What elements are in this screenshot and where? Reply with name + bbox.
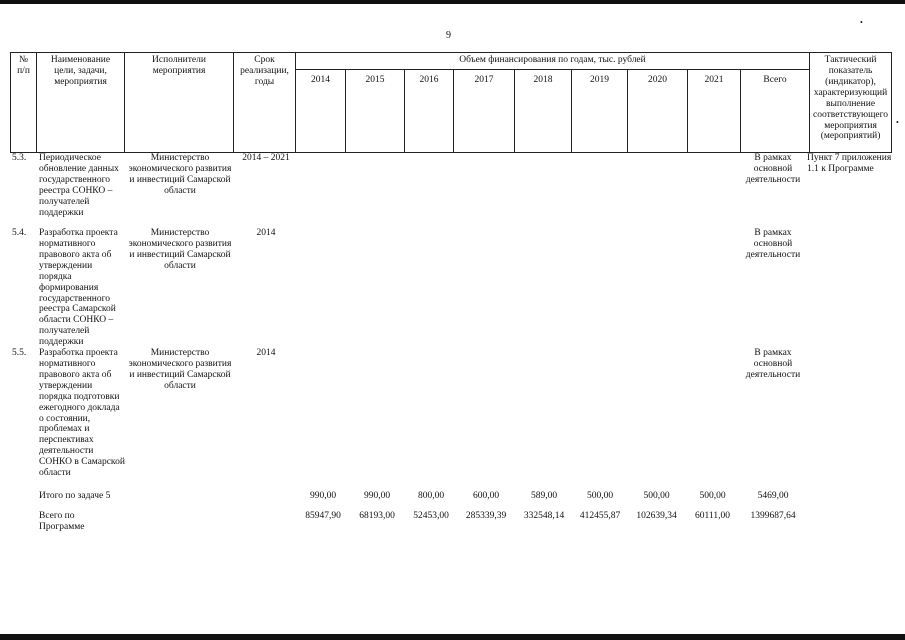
year-value: 500,00	[699, 491, 726, 501]
year-value: 500,00	[586, 491, 614, 501]
col-num-header: № п/п	[11, 53, 37, 153]
summary-label: Всего по Программе	[39, 511, 85, 532]
col-financing-header: Объем финансирования по годам, тыс. рублей	[296, 53, 810, 70]
row-total: В рамках основной деятельности	[745, 348, 801, 380]
row-executor: Министерство экономического развития и инвестиций Самарской области	[128, 153, 232, 196]
year-value: 412455,87	[579, 511, 621, 521]
row-number: 5.5.	[12, 348, 27, 358]
row-number: 5.4.	[12, 228, 27, 238]
col-executors-header: Исполнители мероприятия	[125, 53, 234, 153]
financing-table-header	[10, 52, 892, 153]
summary-label: Итого по задаче 5	[39, 491, 111, 501]
year-header: 2016	[405, 70, 454, 153]
year-value: 589,00	[530, 491, 558, 501]
col-term-header: Срок реализации, годы	[234, 53, 296, 153]
col-name-header: Наименование цели, задачи, мероприятия	[37, 53, 125, 153]
row-term: 2014	[256, 348, 276, 358]
total-value: 1399687,64	[750, 511, 796, 521]
year-value: 68193,00	[359, 511, 395, 521]
total-header: Всего	[741, 70, 810, 153]
top-border	[0, 0, 905, 4]
year-header: 2014	[296, 70, 346, 153]
row-name: Разработка проекта нормативного правового акта об утверждении порядка подготовки ежегодного доклада о состоянии, проблемах и перспективах деятельности СОНКО в Самарской области	[39, 348, 125, 479]
year-header: 2017	[454, 70, 515, 153]
year-value: 500,00	[643, 491, 670, 501]
year-header: 2015	[346, 70, 405, 153]
year-value: 600,00	[472, 491, 500, 501]
year-value: 52453,00	[413, 511, 449, 521]
row-term: 2014 – 2021	[242, 153, 290, 163]
row-total: В рамках основной деятельности	[745, 153, 801, 185]
year-value: 990,00	[363, 491, 391, 501]
row-total: В рамках основной деятельности	[745, 228, 801, 260]
year-value: 285339,39	[465, 511, 507, 521]
scan-mark: •	[860, 18, 863, 27]
year-header: 2018	[515, 70, 572, 153]
year-value: 332548,14	[523, 511, 565, 521]
row-executor: Министерство экономического развития и инвестиций Самарской области	[128, 228, 232, 271]
row-name: Периодическое обновление данных государственного реестра СОНКО – получателей поддержки	[39, 153, 119, 218]
scan-mark: •	[896, 118, 899, 127]
page-number: 9	[446, 30, 451, 41]
year-value: 800,00	[417, 491, 445, 501]
row-name: Разработка проекта нормативного правового акта об утверждении порядка формирования государственного реестра Самарской области СОНКО – получателей поддержки	[39, 228, 118, 348]
col-indicator-header: Тактический показатель (индикатор), характеризующий выполнение соответствующего мероприятия (мероприятий)	[810, 53, 892, 153]
bottom-border	[0, 634, 905, 640]
year-header: 2020	[628, 70, 688, 153]
year-header: 2021	[688, 70, 741, 153]
year-value: 60111,00	[695, 511, 730, 521]
year-value: 85947,90	[305, 511, 341, 521]
total-value: 5469,00	[757, 491, 789, 501]
row-executor: Министерство экономического развития и инвестиций Самарской области	[128, 348, 232, 391]
row-indicator: Пункт 7 приложения 1.1 к Программе	[807, 153, 892, 174]
row-number: 5.3.	[12, 153, 27, 163]
year-value: 102639,34	[636, 511, 677, 521]
year-header: 2019	[572, 70, 628, 153]
row-term: 2014	[256, 228, 276, 238]
year-value: 990,00	[309, 491, 337, 501]
